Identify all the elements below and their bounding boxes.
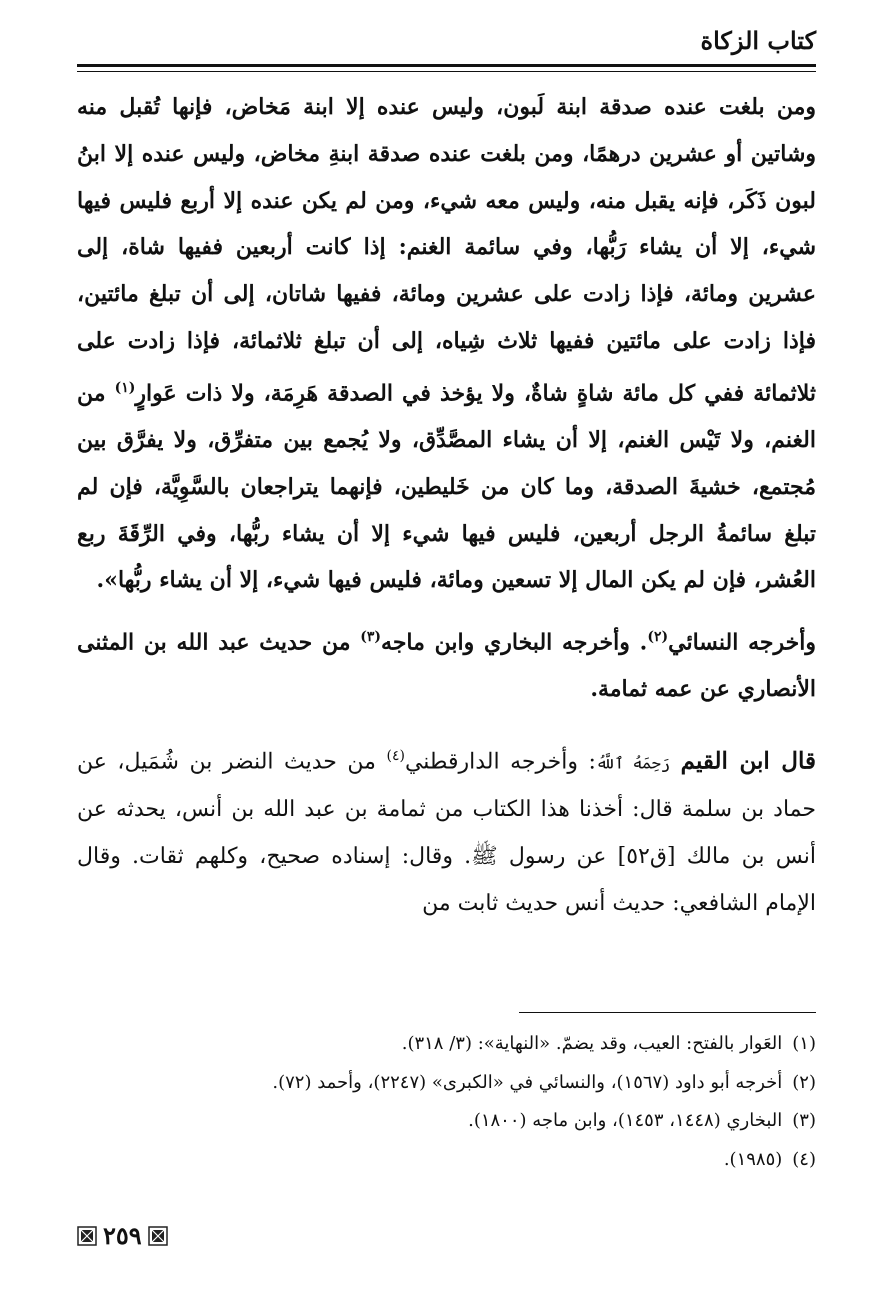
paragraph-hadith [77, 84, 816, 604]
hadith-text-part1: ومن بلغت عنده صدقة ابنة لَبون، وليس عنده إلا ابنة مَخاض، فإنها تُقبل منه وشاتين أو عشرين درهمًا، ومن بلغت عنده صدقة ابنةِ مخاض، وليس عنده إلا ابنُ لبون ذَكَر، فإنه يقبل منه، وليس معه شيء، ومن لم يكن عنده إلا أربع فليس فيها شيء، إلا أن يشاء رَبُّها، وفي سائمة الغنم: إذا كانت أربعين ففيها شاة، إلى عشرين ومائة، فإذا زادت على عشرين ومائة، ففيها شاتان، إلى أن تبلغ مائتين، فإذا زادت على مائتين ففيها ثلاث شِياه، إلى أن تبلغ ثلاثمائة، فإذا زادت على ثلاثمائة ففي كل مائة شاةٍ شاةٌ، ولا يؤخذ في الصدقة هَرِمَة، ولا ذات عَوارٍ [77, 94, 816, 407]
paragraph-ibn-qayyim [77, 733, 816, 928]
ibn-qayyim-part-a: : وأخرجه الدارقطني [404, 749, 596, 775]
header-rule-thin [77, 71, 816, 72]
takhrij-part-b: . وأخرجه البخاري وابن ماجه [381, 629, 648, 656]
ibn-qayyim-part-b: من حديث النضر بن شُمَيل، عن حماد بن سلمة قال: أخذنا هذا الكتاب من ثمامة بن عبد الله بن أنس، يحدثه عن أنس بن مالك [ق٥٢] عن رسول ﷺ. وقال: إسناده صحيح، وكلهم ثقات. وقال الإمام الشافعي: حديث أنس حديث ثابت من [77, 749, 816, 916]
footnote-number: (٤) [792, 1148, 816, 1170]
page-number-block [77, 1221, 168, 1250]
page-header [77, 18, 816, 64]
takhrij-part-a: وأخرجه النسائي [668, 629, 816, 656]
footnote-text: أخرجه أبو داود (١٥٦٧)، والنسائي في «الكبرى» (٢٢٤٧)، وأحمد (٧٢). [272, 1071, 783, 1093]
footnote-separator [519, 1012, 816, 1013]
footnote-ref-4[interactable]: (٤) [386, 748, 405, 765]
footnote-ref-2[interactable]: (٢) [647, 629, 669, 646]
footnote-item [77, 1102, 816, 1141]
page-number: ٢٥٩ [103, 1221, 142, 1250]
footnote-text: (١٩٨٥). [723, 1148, 783, 1170]
footnote-item [77, 1064, 816, 1103]
footnote-ref-1[interactable]: (١) [114, 379, 136, 396]
footnote-ref-3[interactable]: (٣) [360, 629, 382, 646]
footnote-text: البخاري (١٤٤٨، ١٤٥٣)، وابن ماجه (١٨٠٠). [468, 1110, 783, 1131]
ibn-qayyim-name: قال ابن القيم [680, 747, 816, 775]
footnotes [77, 1025, 816, 1179]
square-ornament-icon [148, 1226, 168, 1246]
footnote-number: (٣) [792, 1110, 816, 1131]
footnote-item [77, 1141, 816, 1180]
footnote-item [77, 1025, 816, 1064]
hadith-text-part2: من الغنم، ولا تَيْس الغنم، إلا أن يشاء المصَّدِّق، ولا يُجمع بين متفرِّق، ولا يفرَّق بين مُجتمع، خشيةَ الصدقة، وما كان من خَليطين، فإنهما يتراجعان بالسَّوِيَّة، فإن لم تبلغ سائمةُ الرجل أربعين، فليس فيها شيء إلا أن يشاء ربُّها، وفي الرِّقَةَ ربع العُشر، فإن لم يكن المال إلا تسعين ومائة، فليس فيها شيء، إلا أن يشاء ربُّها». [77, 380, 816, 594]
takhrij-part-c: من حديث عبد الله بن المثنى الأنصاري عن عمه ثمامة. [77, 629, 816, 703]
header-rule-thick [77, 64, 816, 67]
footnote-number: (٢) [792, 1071, 816, 1093]
footnote-number: (١) [792, 1033, 816, 1054]
main-text [77, 84, 816, 928]
paragraph-takhrij [77, 614, 816, 713]
chapter-title: كتاب الزكاة [700, 26, 816, 55]
square-ornament-icon [77, 1226, 97, 1246]
footnote-text: العَوار بالفتح: العيب، وقد يضمّ. «النهاية»: (٣/ ٣١٨). [401, 1033, 783, 1054]
honorific-text: رَحِمَهُ ٱللَّهُ [595, 753, 671, 773]
